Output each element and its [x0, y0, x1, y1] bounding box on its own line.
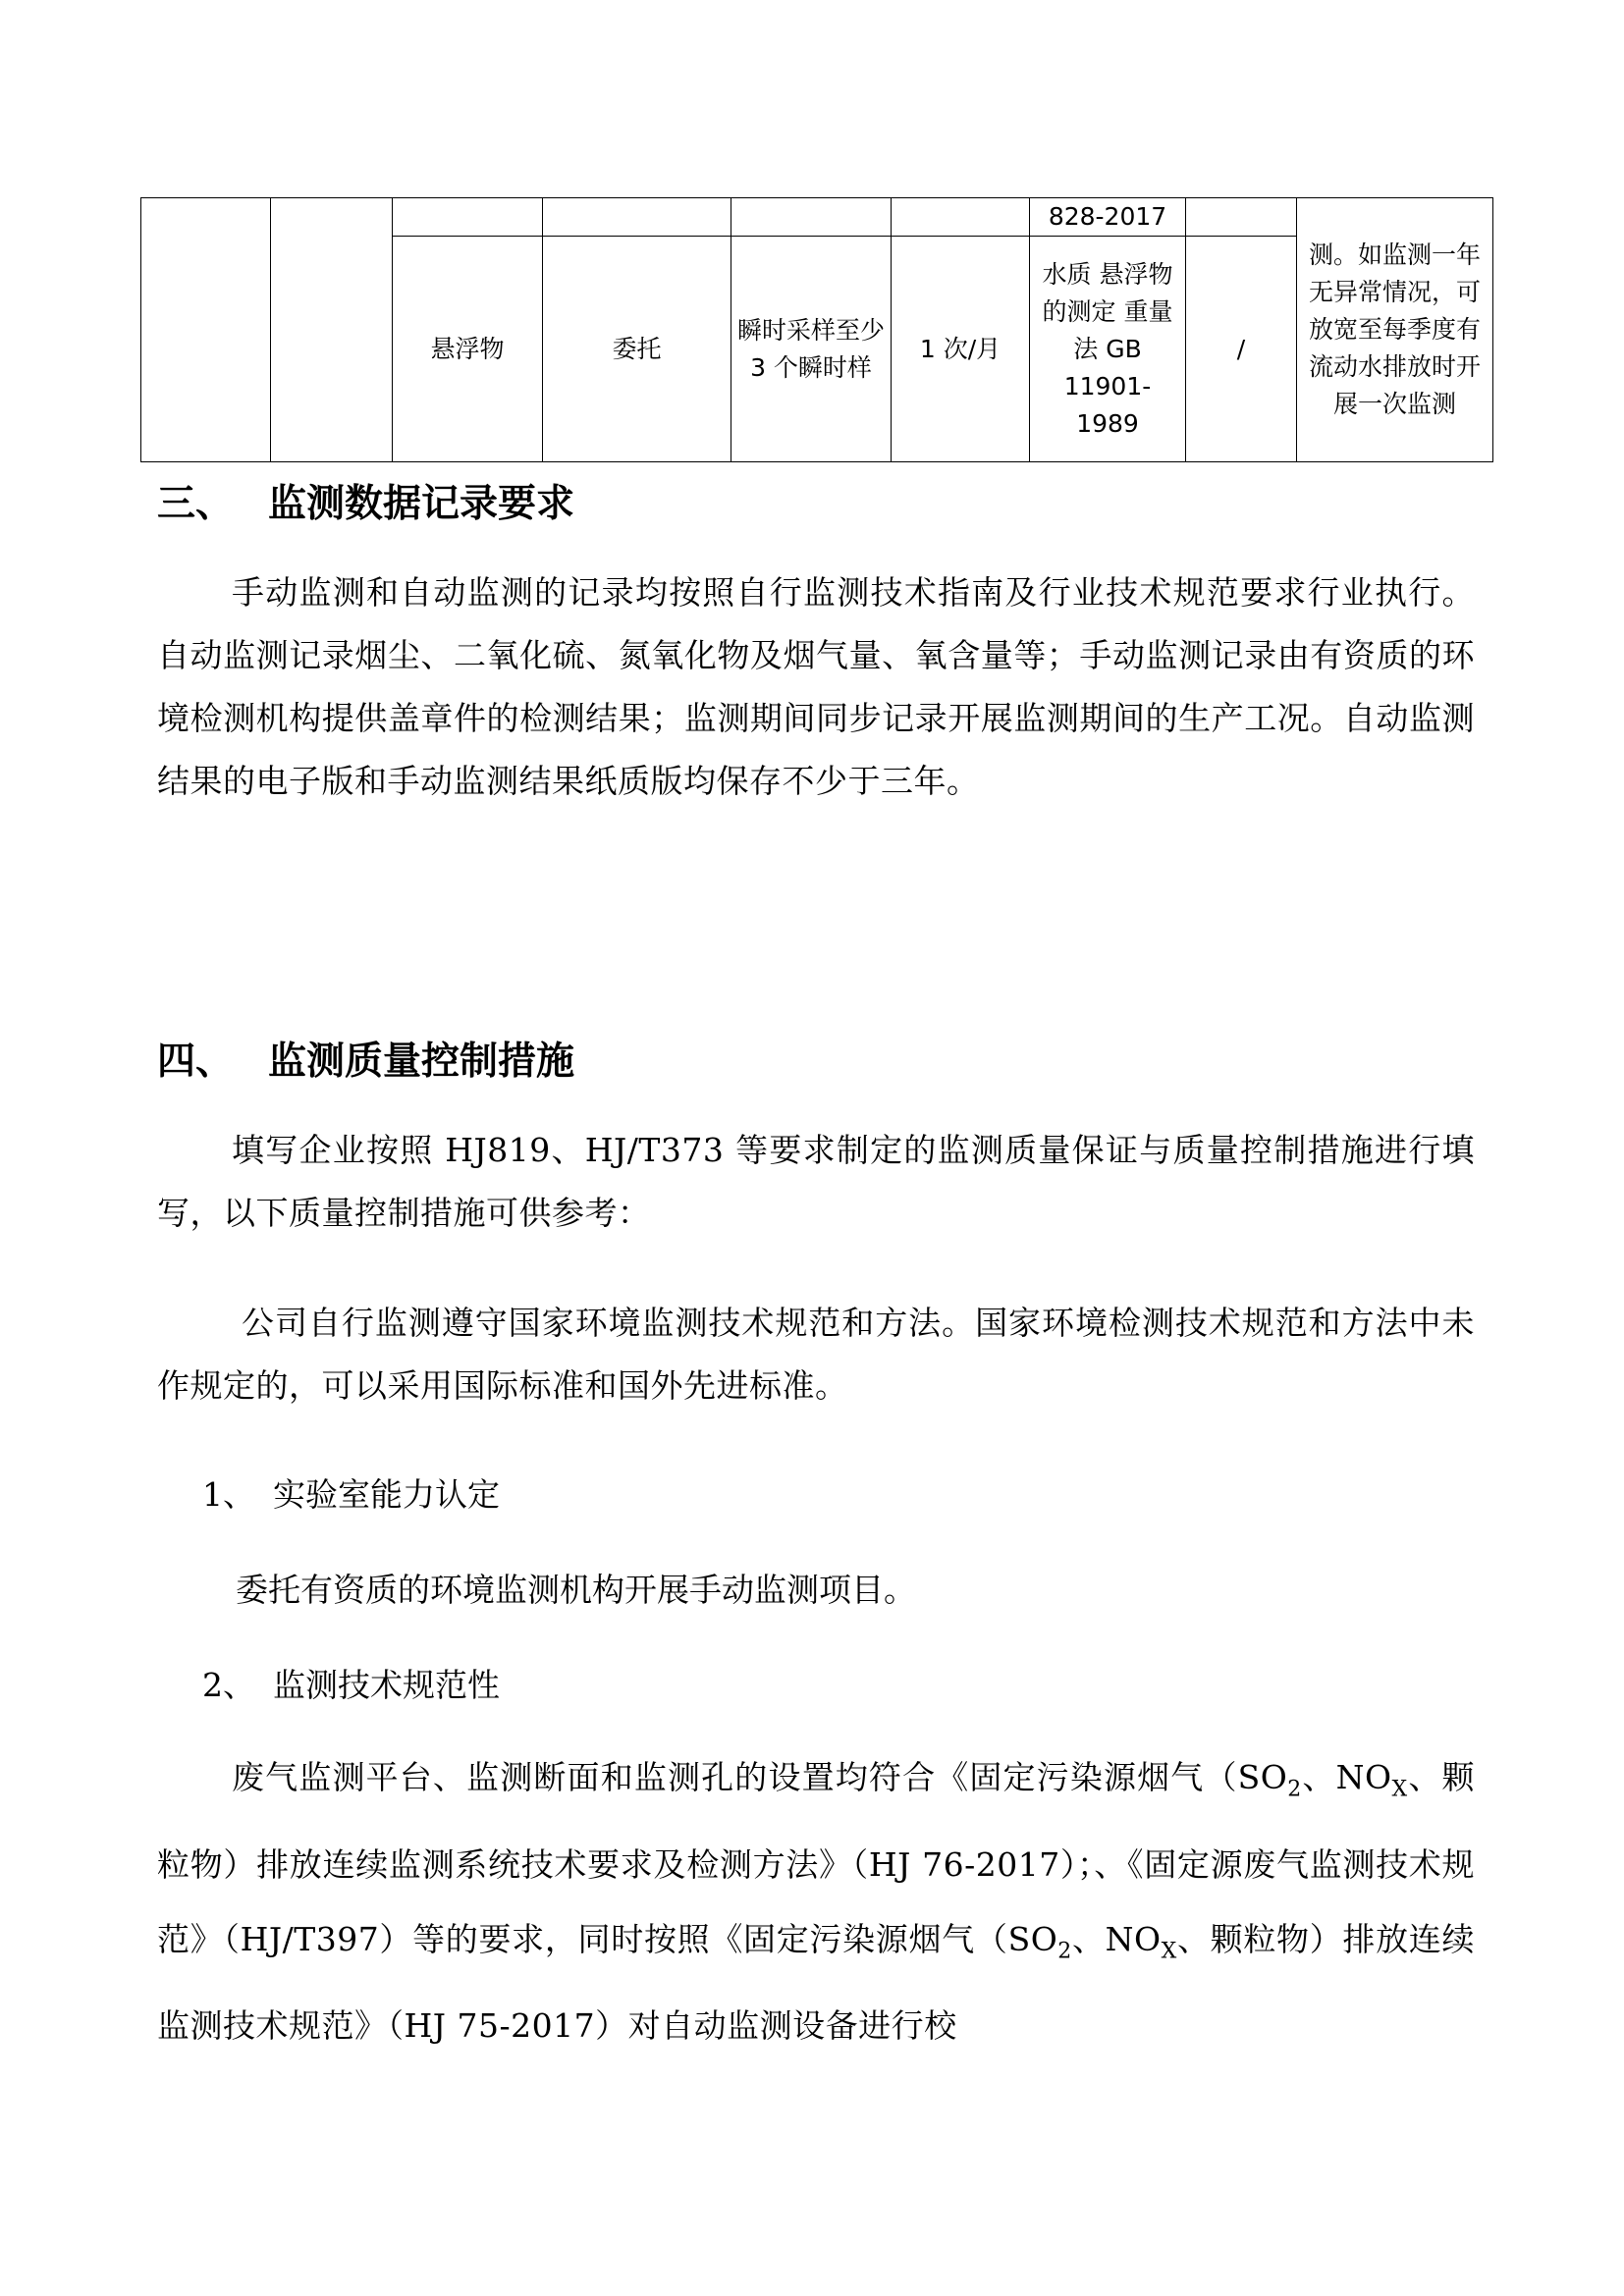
item-number: 2、 [202, 1666, 255, 1704]
item-1-heading [202, 1469, 1475, 1521]
table-cell-empty [892, 198, 1030, 237]
table-cell-standard-tail: 828-2017 [1030, 198, 1186, 237]
table-cell-mode: 委托 [543, 237, 731, 462]
monitoring-table [140, 197, 1493, 462]
item-2-paragraph: 废气监测平台、监测断面和监测孔的设置均符合《固定污染源烟气（$SO_2$、$NO_X$、颗粒物）排放连续监测系统技术要求及检测方法》（HJ 76-2017）；、《固定源废气监测技术规范》（HJ/T397）等的要求，同时按照《固定污染源烟气（$SO_2$、$NO_X$、颗粒物）排放连续监测技术规范》（HJ 75-2017）对自动监测设备进行校 [157, 1758, 1476, 2046]
section-number: 四、 [157, 1040, 235, 1084]
item-2-heading [202, 1660, 1475, 1711]
section-4-intro: 填写企业按照 HJ819、HJ/T373 等要求制定的监测质量保证与质量控制措施进行填写，以下质量控制措施可供参考： [157, 1131, 1475, 1232]
table-cell-empty [141, 198, 271, 462]
item-number: 1、 [202, 1475, 255, 1514]
item-1-text: 委托有资质的环境监测机构开展手动监测项目。 [236, 1571, 916, 1609]
table-cell-empty [271, 198, 393, 462]
table-cell-item: 悬浮物 [393, 237, 543, 462]
section-title: 监测质量控制措施 [268, 1040, 575, 1084]
section-number: 三、 [157, 482, 235, 526]
table-cell-method: 水质 悬浮物的测定 重量法 GB 11901-1989 [1030, 237, 1186, 462]
section-3-heading [157, 479, 1475, 530]
table-cell-empty [393, 198, 543, 237]
table-cell-note: 测。如监测一年无异常情况，可放宽至每季度有流动水排放时开展一次监测 [1297, 198, 1493, 462]
section-4-heading [157, 1037, 1475, 1088]
item-title: 实验室能力认定 [273, 1475, 500, 1514]
item-title: 监测技术规范性 [273, 1666, 500, 1704]
table-cell-sampling: 瞬时采样至少 3 个瞬时样 [731, 237, 892, 462]
table-cell-instrument: / [1186, 237, 1297, 462]
section-title: 监测数据记录要求 [268, 482, 575, 526]
table-cell-empty [543, 198, 731, 237]
table-cell-empty [731, 198, 892, 237]
table-cell-frequency: 1 次/月 [892, 237, 1030, 462]
section-3-paragraph: 手动监测和自动监测的记录均按照自行监测技术指南及行业技术规范要求行业执行。自动监测记录烟尘、二氧化硫、氮氧化物及烟气量、氧含量等；手动监测记录由有资质的环境检测机构提供盖章件的检测结果；监测期间同步记录开展监测期间的生产工况。自动监测结果的电子版和手动监测结果纸质版均保存不少于三年。 [157, 573, 1475, 800]
section-4-paragraph: 公司自行监测遵守国家环境监测技术规范和方法。国家环境检测技术规范和方法中未作规定的，可以采用国际标准和国外先进标准。 [157, 1304, 1475, 1405]
table-cell-empty [1186, 198, 1297, 237]
